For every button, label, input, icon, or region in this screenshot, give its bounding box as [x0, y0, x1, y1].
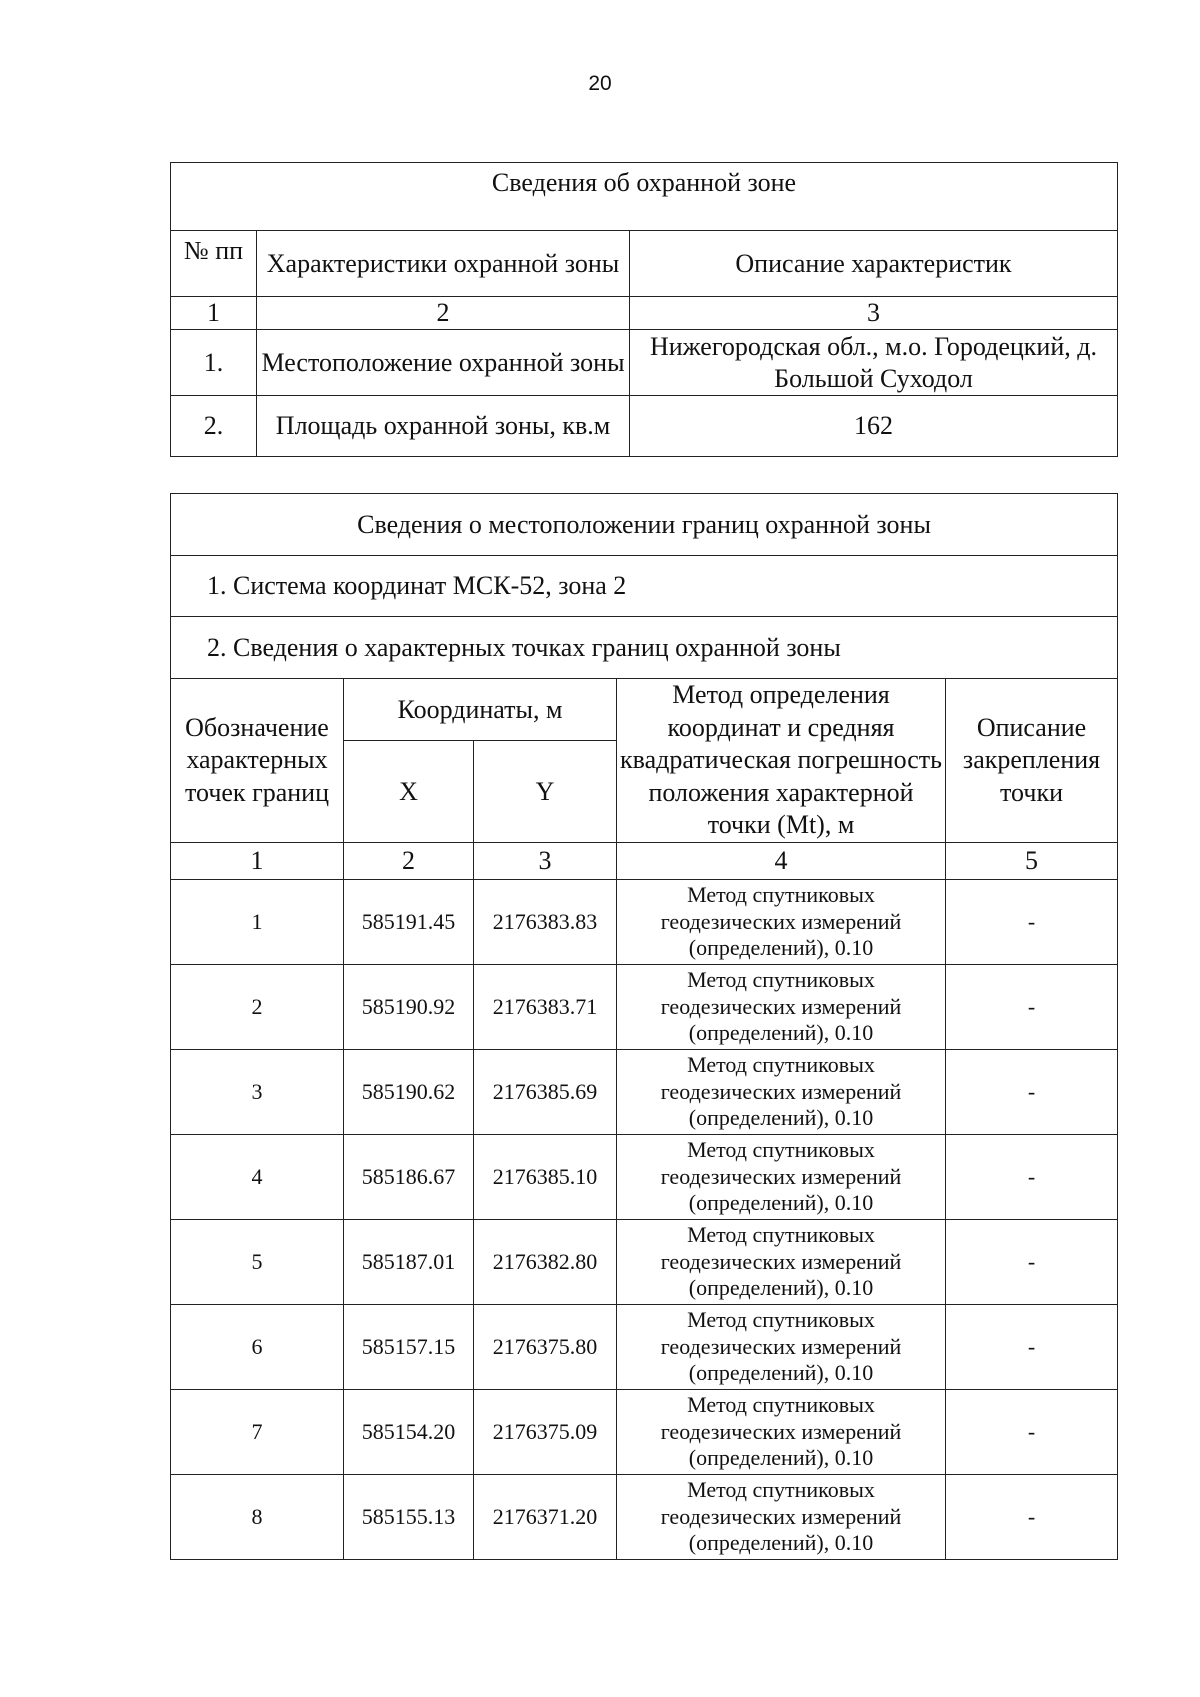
point-id: 2 [171, 965, 344, 1050]
point-fixing: - [946, 1475, 1118, 1560]
point-fixing: - [946, 1305, 1118, 1390]
boundaries-table [170, 493, 1118, 1560]
point-y: 2176383.83 [474, 880, 617, 965]
point-id: 3 [171, 1050, 344, 1135]
point-y: 2176375.80 [474, 1305, 617, 1390]
point-y: 2176385.69 [474, 1050, 617, 1135]
point-method: Метод спутниковых геодезических измерений (определений), 0.10 [617, 1050, 946, 1135]
row-description: Нижегородская обл., м.о. Городецкий, д. Большой Суходол [630, 330, 1118, 396]
point-x: 585155.13 [344, 1475, 474, 1560]
point-id: 5 [171, 1220, 344, 1305]
table-row [171, 1220, 1118, 1305]
point-id: 8 [171, 1475, 344, 1560]
table-row [171, 1305, 1118, 1390]
col-number: 2 [344, 843, 474, 880]
row-characteristic: Местоположение охранной зоны [257, 330, 630, 396]
point-fixing: - [946, 1220, 1118, 1305]
col-number: 1 [171, 843, 344, 880]
point-fixing: - [946, 965, 1118, 1050]
point-method: Метод спутниковых геодезических измерений (определений), 0.10 [617, 1305, 946, 1390]
point-y: 2176375.09 [474, 1390, 617, 1475]
point-method: Метод спутниковых геодезических измерений (определений), 0.10 [617, 880, 946, 965]
header-fixing: Описание закрепления точки [946, 679, 1118, 843]
header-description: Описание характеристик [630, 231, 1118, 297]
points-title: 2. Сведения о характерных точках границ охранной зоны [171, 617, 1118, 679]
point-x: 585191.45 [344, 880, 474, 965]
table-row [171, 1475, 1118, 1560]
col-number: 3 [630, 297, 1118, 330]
header-method: Метод определения координат и средняя квадратическая погрешность положения характерной точки (Mt), м [617, 679, 946, 843]
point-y: 2176383.71 [474, 965, 617, 1050]
point-x: 585190.92 [344, 965, 474, 1050]
zone-info-title: Сведения об охранной зоне [171, 163, 1118, 231]
point-method: Метод спутниковых геодезических измерений (определений), 0.10 [617, 965, 946, 1050]
point-fixing: - [946, 1050, 1118, 1135]
point-x: 585157.15 [344, 1305, 474, 1390]
header-coordinates: Координаты, м [344, 679, 617, 741]
point-method: Метод спутниковых геодезических измерений (определений), 0.10 [617, 1220, 946, 1305]
table-row [171, 330, 1118, 396]
point-id: 6 [171, 1305, 344, 1390]
point-id: 4 [171, 1135, 344, 1220]
point-x: 585154.20 [344, 1390, 474, 1475]
row-characteristic: Площадь охранной зоны, кв.м [257, 396, 630, 457]
header-characteristic: Характеристики охранной зоны [257, 231, 630, 297]
page-number: 20 [588, 72, 612, 95]
col-number: 4 [617, 843, 946, 880]
header-x: X [344, 741, 474, 843]
point-fixing: - [946, 1135, 1118, 1220]
col-number: 2 [257, 297, 630, 330]
point-fixing: - [946, 880, 1118, 965]
col-number: 3 [474, 843, 617, 880]
table-row [171, 1135, 1118, 1220]
point-y: 2176382.80 [474, 1220, 617, 1305]
coord-system: 1. Система координат МСК-52, зона 2 [171, 556, 1118, 617]
header-num: № пп [171, 231, 257, 297]
point-id: 1 [171, 880, 344, 965]
zone-info-table [170, 162, 1118, 457]
table-row [171, 1050, 1118, 1135]
boundaries-title: Сведения о местоположении границ охранной зоны [171, 494, 1118, 556]
point-id: 7 [171, 1390, 344, 1475]
point-method: Метод спутниковых геодезических измерений (определений), 0.10 [617, 1135, 946, 1220]
point-y: 2176371.20 [474, 1475, 617, 1560]
point-y: 2176385.10 [474, 1135, 617, 1220]
row-num: 2. [171, 396, 257, 457]
row-description: 162 [630, 396, 1118, 457]
point-x: 585186.67 [344, 1135, 474, 1220]
table-row [171, 965, 1118, 1050]
point-method: Метод спутниковых геодезических измерений (определений), 0.10 [617, 1475, 946, 1560]
col-number: 1 [171, 297, 257, 330]
header-y: Y [474, 741, 617, 843]
row-num: 1. [171, 330, 257, 396]
table-row [171, 396, 1118, 457]
point-method: Метод спутниковых геодезических измерений (определений), 0.10 [617, 1390, 946, 1475]
header-designation: Обозначение характерных точек границ [171, 679, 344, 843]
table-row [171, 880, 1118, 965]
table-row [171, 1390, 1118, 1475]
col-number: 5 [946, 843, 1118, 880]
point-x: 585190.62 [344, 1050, 474, 1135]
point-fixing: - [946, 1390, 1118, 1475]
point-x: 585187.01 [344, 1220, 474, 1305]
